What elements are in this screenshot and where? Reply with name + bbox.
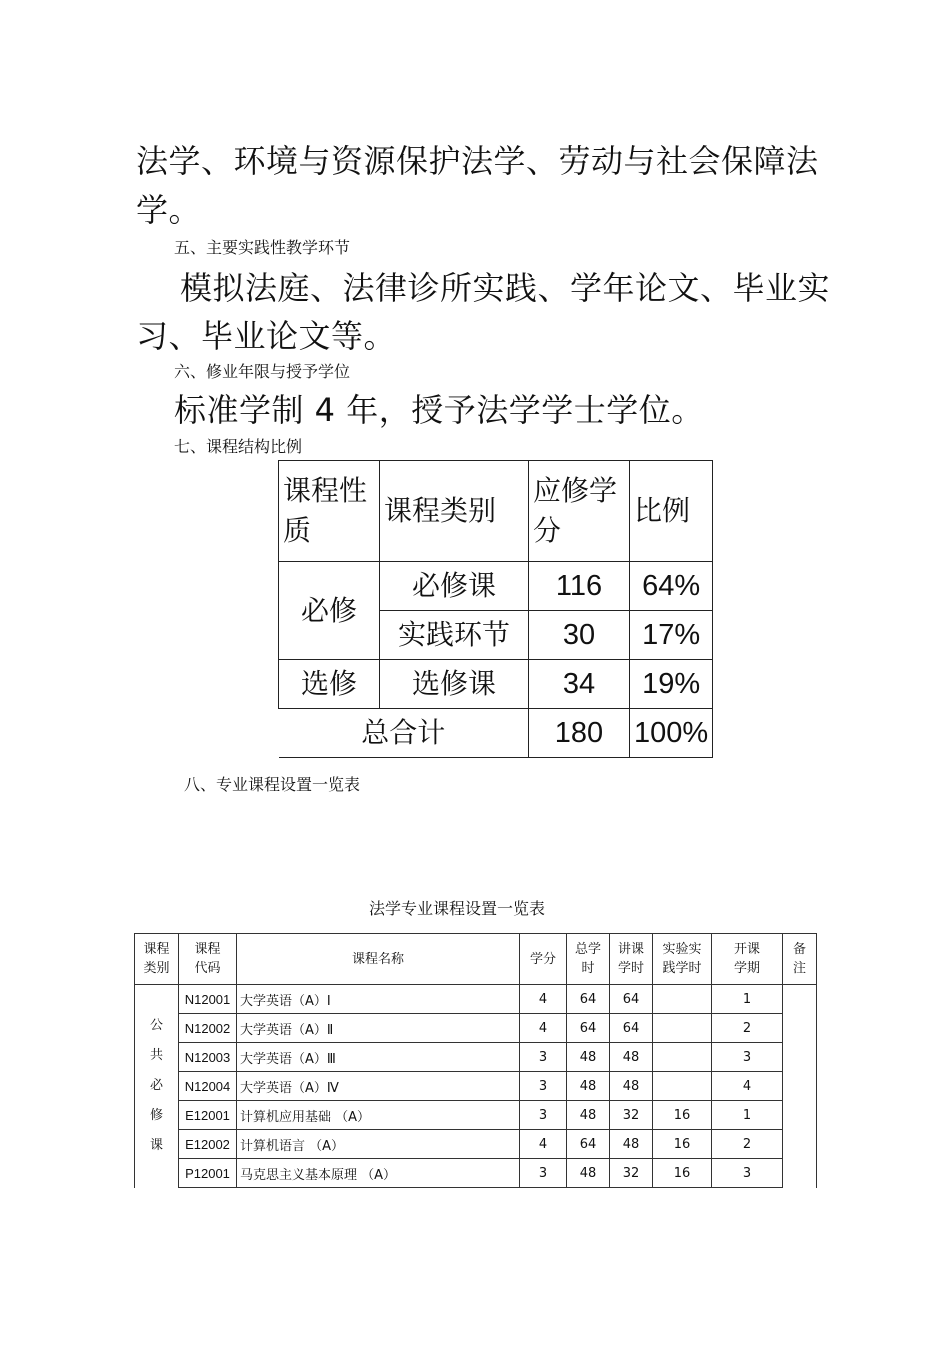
course-name: 计算机语言 （A） — [237, 1130, 520, 1159]
course-total-hours: 48 — [567, 1159, 610, 1188]
category-cell: 实践环节 — [380, 611, 529, 660]
course-semester: 3 — [712, 1159, 783, 1188]
table-row — [135, 985, 817, 1014]
course-table-title: 法学专业课程设置一览表 — [369, 899, 546, 918]
course-total-hours: 48 — [567, 1043, 610, 1072]
course-lab-hours: 16 — [653, 1130, 712, 1159]
course-credit: 4 — [520, 1014, 567, 1043]
header-cell: 比例 — [630, 461, 713, 562]
course-name: 马克思主义基本原理 （A） — [237, 1159, 520, 1188]
course-lecture-hours: 48 — [610, 1072, 653, 1101]
course-credit: 3 — [520, 1072, 567, 1101]
header-cell: 课程性质 — [279, 461, 380, 562]
course-credit: 3 — [520, 1101, 567, 1130]
course-list-table — [134, 933, 817, 1188]
course-semester: 3 — [712, 1043, 783, 1072]
section-heading-duration: 六、修业年限与授予学位 — [174, 362, 351, 381]
course-structure-table — [278, 460, 713, 758]
header-text: 开课 — [733, 942, 760, 957]
nature-cell: 选修 — [279, 660, 380, 709]
section-heading-practice: 五、主要实践性教学环节 — [174, 238, 351, 257]
total-label-cell: 总合计 — [279, 709, 529, 758]
course-total-hours: 64 — [567, 985, 610, 1014]
header-text: 学时 — [617, 961, 644, 976]
paragraph-line: 标准学制 4 年，授予法学学士学位。 — [174, 391, 704, 429]
course-total-hours: 48 — [567, 1072, 610, 1101]
course-name: 大学英语（A）Ⅲ — [237, 1043, 520, 1072]
course-lab-hours: 16 — [653, 1159, 712, 1188]
paragraph-line: 模拟法庭、法律诊所实践、学年论文、毕业实 — [180, 269, 831, 307]
course-semester: 1 — [712, 985, 783, 1014]
credits-cell: 34 — [529, 660, 630, 709]
course-code: N12004 — [179, 1072, 237, 1101]
group-label-cell — [135, 985, 179, 1188]
group-label-char: 修 — [149, 1108, 163, 1124]
course-total-hours: 64 — [567, 1014, 610, 1043]
table-header-row — [279, 461, 713, 562]
course-semester: 2 — [712, 1014, 783, 1043]
header-text: 备 — [792, 942, 806, 957]
course-lecture-hours: 32 — [610, 1159, 653, 1188]
table-row — [135, 1072, 817, 1101]
course-lab-hours — [653, 1043, 712, 1072]
category-cell: 选修课 — [380, 660, 529, 709]
table-header-row — [135, 934, 817, 985]
course-semester: 4 — [712, 1072, 783, 1101]
course-credit: 4 — [520, 985, 567, 1014]
header-lecture-hours — [610, 934, 653, 985]
paragraph-line: 法学、环境与资源保护法学、劳动与社会保障法 — [136, 142, 819, 180]
header-cell: 应修学分 — [529, 461, 630, 562]
nature-cell: 必修 — [279, 562, 380, 660]
table-row — [135, 1101, 817, 1130]
course-lecture-hours: 32 — [610, 1101, 653, 1130]
header-text: 代码 — [194, 961, 221, 976]
ratio-cell: 64% — [630, 562, 713, 611]
table-total-row — [279, 709, 713, 758]
header-total-hours — [567, 934, 610, 985]
header-text: 总学 — [574, 942, 601, 957]
credits-cell: 116 — [529, 562, 630, 611]
group-label-char: 公 — [149, 1018, 163, 1034]
remark-cell — [783, 985, 817, 1188]
total-ratio-cell: 100% — [630, 709, 713, 758]
table-row — [135, 1014, 817, 1043]
credits-cell: 30 — [529, 611, 630, 660]
group-label-char: 共 — [149, 1048, 163, 1064]
total-credits-cell: 180 — [529, 709, 630, 758]
header-text: 课程 — [143, 942, 170, 957]
table-row — [279, 660, 713, 709]
course-code: N12002 — [179, 1014, 237, 1043]
header-remark — [783, 934, 817, 985]
course-semester: 2 — [712, 1130, 783, 1159]
header-semester — [712, 934, 783, 985]
header-credit: 学分 — [520, 934, 567, 985]
group-label-char: 必 — [149, 1078, 163, 1094]
header-text: 类别 — [143, 961, 170, 976]
header-text: 时 — [581, 961, 595, 976]
paragraph-line: 习、毕业论文等。 — [136, 317, 397, 355]
course-credit: 3 — [520, 1159, 567, 1188]
course-name: 大学英语（A）Ⅱ — [237, 1014, 520, 1043]
course-semester: 1 — [712, 1101, 783, 1130]
section-heading-course-list: 八、专业课程设置一览表 — [184, 775, 361, 794]
header-cell: 课程类别 — [380, 461, 529, 562]
header-lab-hours — [653, 934, 712, 985]
course-lab-hours — [653, 1072, 712, 1101]
header-text: 践学时 — [662, 961, 702, 976]
course-total-hours: 64 — [567, 1130, 610, 1159]
course-lecture-hours: 64 — [610, 1014, 653, 1043]
course-code: N12003 — [179, 1043, 237, 1072]
course-lecture-hours: 48 — [610, 1043, 653, 1072]
table-row — [279, 562, 713, 611]
table-row — [135, 1043, 817, 1072]
header-text: 实验实 — [662, 942, 702, 957]
header-text: 讲课 — [617, 942, 644, 957]
header-text: 课程 — [194, 942, 221, 957]
table-row — [135, 1159, 817, 1188]
course-name: 计算机应用基础 （A） — [237, 1101, 520, 1130]
course-lab-hours — [653, 985, 712, 1014]
course-lab-hours — [653, 1014, 712, 1043]
ratio-cell: 19% — [630, 660, 713, 709]
header-name: 课程名称 — [237, 934, 520, 985]
header-code — [179, 934, 237, 985]
header-text: 学期 — [733, 961, 760, 976]
paragraph-line: 学。 — [136, 191, 202, 229]
course-credit: 4 — [520, 1130, 567, 1159]
course-name: 大学英语（A）Ⅳ — [237, 1072, 520, 1101]
course-lecture-hours: 64 — [610, 985, 653, 1014]
ratio-cell: 17% — [630, 611, 713, 660]
header-type — [135, 934, 179, 985]
course-code: P12001 — [179, 1159, 237, 1188]
course-lecture-hours: 48 — [610, 1130, 653, 1159]
course-credit: 3 — [520, 1043, 567, 1072]
header-text: 注 — [792, 961, 806, 976]
course-code: N12001 — [179, 985, 237, 1014]
group-label-char: 课 — [149, 1138, 163, 1154]
table-row — [135, 1130, 817, 1159]
course-code: E12002 — [179, 1130, 237, 1159]
course-code: E12001 — [179, 1101, 237, 1130]
section-heading-structure: 七、课程结构比例 — [174, 437, 303, 456]
category-cell: 必修课 — [380, 562, 529, 611]
course-lab-hours: 16 — [653, 1101, 712, 1130]
course-name: 大学英语（A）Ⅰ — [237, 985, 520, 1014]
course-total-hours: 48 — [567, 1101, 610, 1130]
